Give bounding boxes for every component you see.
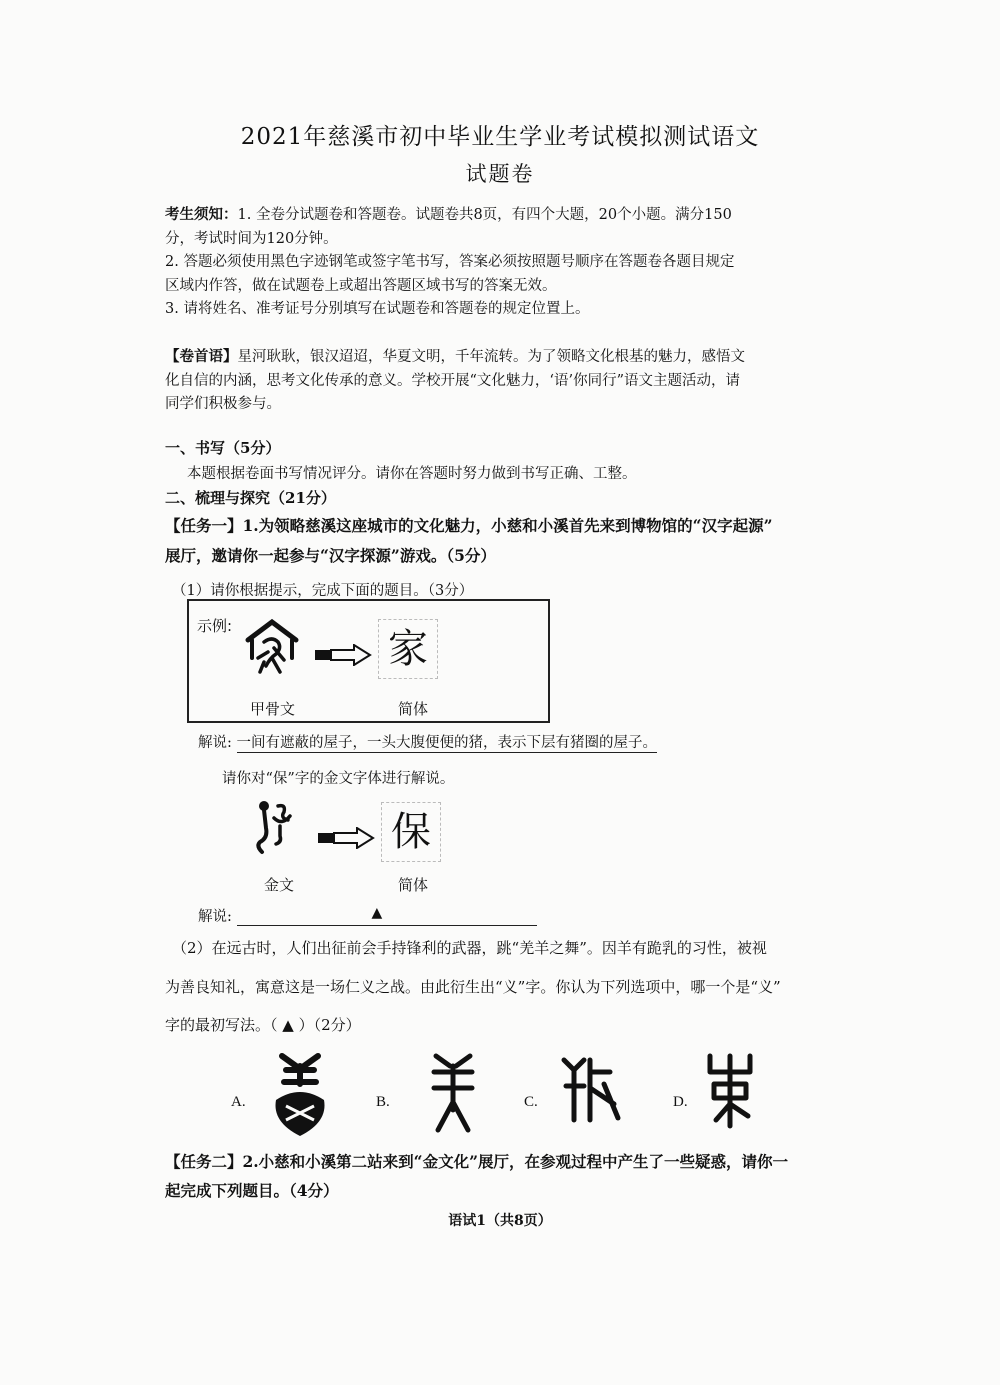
example-right-caption: 简体 [398,700,429,718]
example-label: 示例: [197,617,233,635]
notice-label: 考生须知： [165,206,238,223]
arrow-right-icon [314,644,372,666]
arrow-right-icon-2 [317,827,375,849]
q1-prompt: （1）请你根据提示，完成下面的题目。（3分） [172,583,474,599]
q2-line-1: （2）在远古时，人们出征前会手持锋利的武器，跳“羌羊之舞”。因羊有跪乳的习性，被视 [172,939,767,957]
answer-line [198,905,537,926]
preface-line-1 [165,345,745,366]
option-b-label[interactable]: B. [376,1094,390,1110]
option-a-label[interactable]: A. [231,1094,246,1110]
task2-line-2: 起完成下列题目。（4分） [165,1181,339,1200]
answer-mark: ▲ [371,905,383,921]
option-d-label[interactable]: D. [673,1094,688,1110]
example-left-caption: 甲骨文 [250,700,296,718]
ask-left-caption: 金文 [264,876,295,894]
explain-text: 一间有遮蔽的屋子，一头大腹便便的猪，表示下层有猪圈的屋子。 [236,735,657,751]
notice-line-5: 3. 请将姓名、准考证号分别填写在试题卷和答题卷的规定位置上。 [165,301,590,317]
notice-line-1 [165,203,732,224]
q1-ask: 请你对“保”字的金文字体进行解说。 [222,771,455,787]
option-d-glyph [704,1050,756,1130]
bronze-bao-glyph [250,798,298,858]
section1-heading: 一、书写（5分） [165,439,281,457]
section1-text: 本题根据卷面书写情况评分。请你在答题时努力做到书写正确、工整。 [187,466,637,482]
notice-line-4: 区域内作答，做在试题卷上或超出答题区域书写的答案无效。 [165,278,557,294]
notice-text-1: 1. 全卷分试题卷和答题卷。试题卷共8页，有四个大题，20个小题。满分150 [237,207,732,223]
explain-label: 解说: [198,735,232,751]
answer-blank[interactable] [237,907,537,926]
preface-line-2: 化自信的内涵，思考文化传承的意义。学校开展“文化魅力，‘语’你同行”语文主题活动，请 [165,373,741,389]
ask-simplified-char: 保 [381,802,441,862]
task1-line-1: 【任务一】1.为领略慈溪这座城市的文化魅力，小慈和小溪首先来到博物馆的“汉字起源” [165,516,773,535]
page-subtitle: 试题卷 [465,162,535,186]
task1-line-2: 展厅，邀请你一起参与“汉字探源”游戏。（5分） [165,546,496,565]
notice-line-2: 分，考试时间为120分钟。 [165,231,338,247]
example-simplified-char: 家 [378,619,438,679]
option-c-glyph [560,1052,622,1126]
section2-heading: 二、梳理与探究（21分） [165,489,336,507]
page-title: 2021年慈溪市初中毕业生学业考试模拟测试语文 [240,124,760,150]
example-explain [198,731,657,752]
option-a-glyph [268,1050,332,1140]
q2-line-2: 为善良知礼，寓意这是一场仁义之战。由此衍生出“义”字。你认为下列选项中，哪一个是“义” [165,978,781,996]
option-b-glyph [428,1050,478,1134]
answer-label: 解说: [198,909,232,925]
option-c-label[interactable]: C. [524,1094,538,1110]
preface-text-1: 星河耿耿，银汉迢迢，华夏文明，千年流转。为了领略文化根基的魅力，感悟文 [237,349,745,365]
preface-label: 【卷首语】 [165,348,238,365]
page-footer: 语试1（共8页） [448,1213,552,1229]
ask-right-caption: 简体 [398,876,429,894]
preface-line-3: 同学们积极参与。 [165,396,281,412]
notice-line-3: 2. 答题必须使用黑色字迹钢笔或签字笔书写，答案必须按照题号顺序在答题卷各题目规定 [165,254,735,270]
q2-line-3: 字的最初写法。（ ▲ ）（2分） [165,1016,361,1034]
task2-line-1: 【任务二】2.小慈和小溪第二站来到“金文化”展厅，在参观过程中产生了一些疑惑，请你一 [165,1152,789,1171]
oracle-bone-jia-glyph [244,618,300,676]
